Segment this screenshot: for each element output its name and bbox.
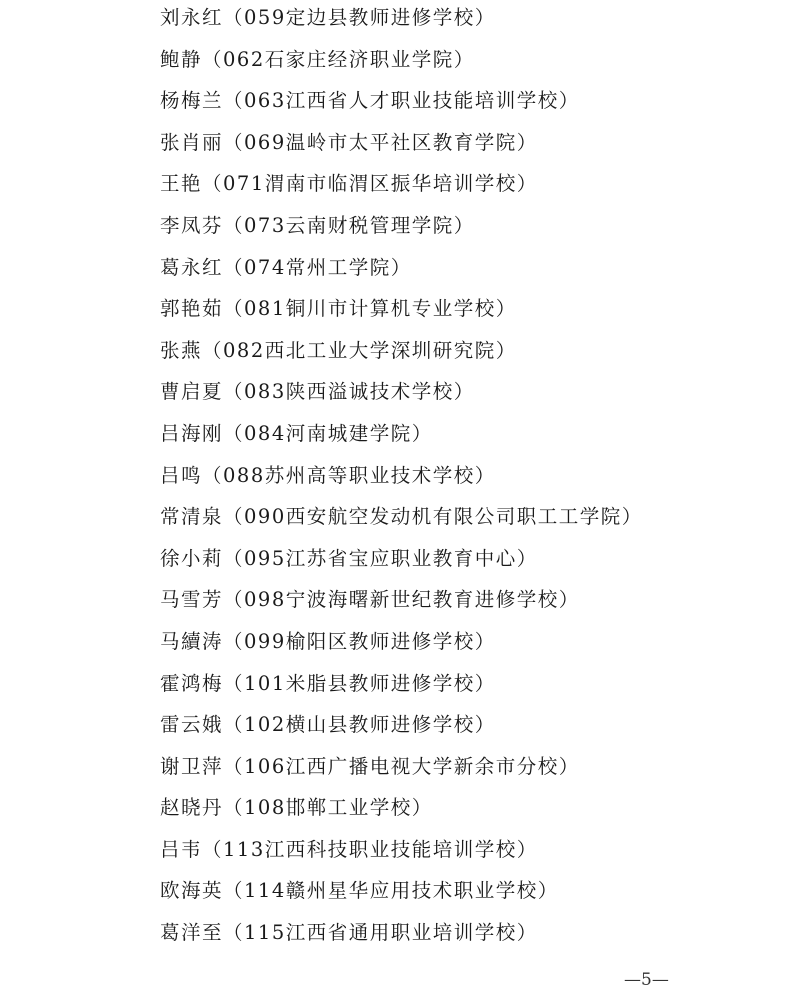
list-item: 杨梅兰（063江西省人才职业技能培训学校） [160, 89, 580, 113]
list-item: 马續涛（099榆阳区教师进修学校） [160, 629, 496, 653]
list-item: 张肖丽（069温岭市太平社区教育学院） [160, 130, 538, 154]
list-item: 张燕（082西北工业大学深圳研究院） [160, 338, 517, 362]
list-item: 谢卫萍（106江西广播电视大学新余市分校） [160, 754, 580, 778]
list-item: 欧海英（114赣州星华应用技术职业学校） [160, 879, 559, 903]
page-number: —5— [624, 970, 669, 990]
list-item: 马雪芳（098宁波海曙新世纪教育进修学校） [160, 588, 580, 612]
list-item: 霍鸿梅（101米脂县教师进修学校） [160, 671, 496, 695]
list-item: 徐小莉（095江苏省宝应职业教育中心） [160, 546, 538, 570]
name-list [160, 0, 643, 957]
list-item: 刘永红（059定边县教师进修学校） [160, 6, 496, 29]
list-item: 王艳（071渭南市临渭区振华培训学校） [160, 172, 538, 196]
list-item: 鲍静（062石家庄经济职业学院） [160, 47, 475, 71]
list-item: 吕海刚（084河南城建学院） [160, 421, 433, 445]
list-item: 常清泉（090西安航空发动机有限公司职工工学院） [160, 505, 643, 529]
list-item: 吕鸣（088苏州高等职业技术学校） [160, 463, 496, 487]
list-item: 葛永红（074常州工学院） [160, 255, 412, 279]
list-item: 雷云娥（102横山县教师进修学校） [160, 713, 496, 737]
list-item: 曹启夏（083陕西溢诚技术学校） [160, 380, 475, 404]
list-item: 李凤芬（073云南财税管理学院） [160, 213, 475, 237]
list-item: 赵晓丹（108邯郸工业学校） [160, 796, 433, 820]
list-item: 郭艳茹（081铜川市计算机专业学校） [160, 297, 517, 321]
list-item: 吕韦（113江西科技职业技能培训学校） [160, 837, 538, 861]
list-item: 葛洋至（115江西省通用职业培训学校） [160, 921, 538, 945]
